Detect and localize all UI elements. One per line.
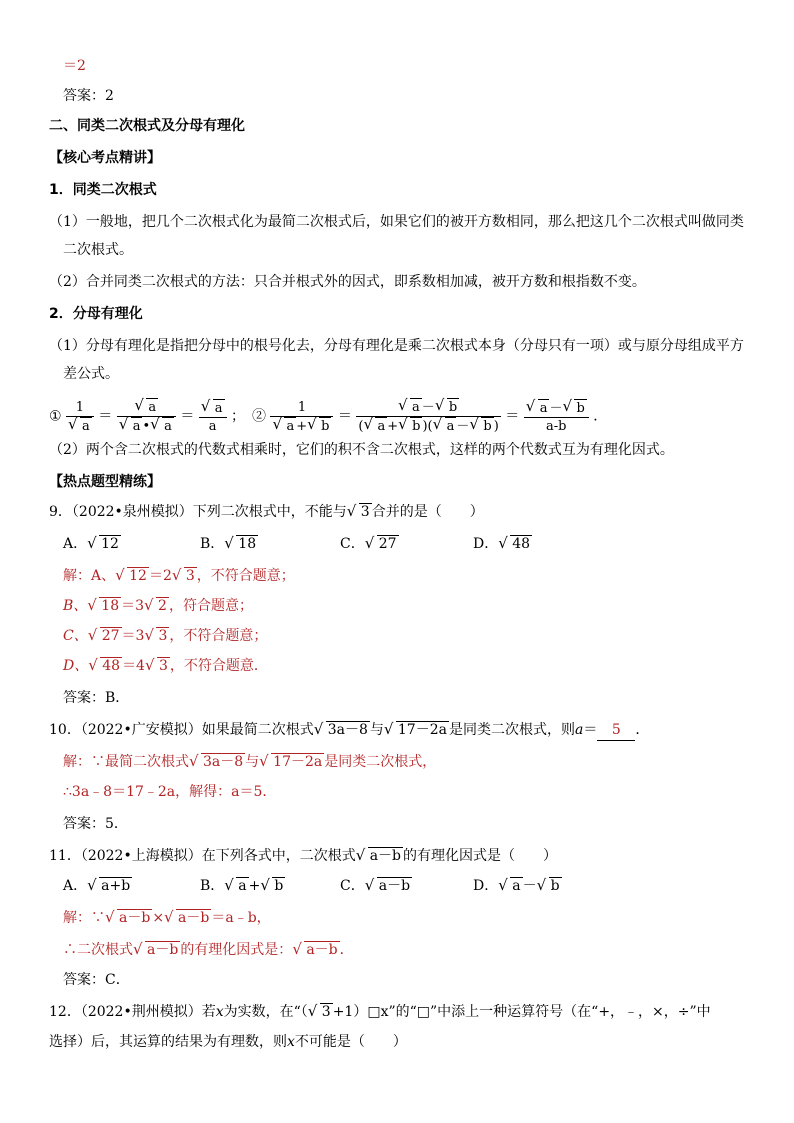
q9-answer: 答案：B．	[63, 690, 130, 706]
heading-rationalize: 2．分母有理化	[49, 306, 143, 322]
q9-stem: 9．（2022•泉州模拟）下列二次根式中，不能与√ 3 合并的是（ ）	[49, 502, 484, 522]
q9-option-c[interactable]: C．√ 27	[340, 534, 399, 554]
q11-option-d[interactable]: D．√ a －√ b	[473, 876, 562, 896]
q9-solution-c: C、√ 27 ＝3√ 3 ，不符合题意；	[63, 626, 267, 646]
q9-option-a[interactable]: A．√ 12	[63, 534, 121, 554]
rationalize-formula: ① 1 √ a ＝ √ a √ a •√ a ＝ √ $\frac{a}{a}$ ； ② 1 √ a +√ b ＝ √ $\frac{a -√ b}{(√ a +√ b )(√ a -√ b )}$ ＝ √ $\frac{a -√ b}{a-b}$ ．	[49, 398, 607, 435]
q9-solution-a: 解：A、√ 12 ＝2√ 3 ，不符合题意；	[63, 566, 295, 586]
q10-stem: 10．（2022•广安模拟）如果最简二次根式√ 3a－8 与√ 17－2a 是同类二次根式，则a＝ 5 ．	[49, 720, 649, 741]
q9-option-d[interactable]: D．√ 48	[473, 534, 532, 554]
q11-answer: 答案：C．	[63, 972, 130, 988]
q10-solution-2: ∴3a﹣8＝17﹣2a，解得：a＝5．	[63, 784, 277, 800]
q9-solution-b: B、√ 18 ＝3√ 2 ，符合题意；	[63, 596, 253, 616]
q11-solution-2: ∴二次根式√ a－b 的有理化因式是：√ a－b ．	[63, 940, 354, 960]
q11-solution-1: 解：∵√ a－b ×√ a－b ＝a﹣b，	[63, 908, 271, 928]
q11-option-a[interactable]: A．√ a+b	[63, 876, 132, 896]
prev-answer: 答案：2	[63, 88, 114, 104]
paragraph-1b: 二次根式。	[63, 242, 133, 258]
q12-stem-line2: 选择）后，其运算的结果为有理数，则x不可能是（ ）	[49, 1034, 407, 1050]
core-heading: 【核心考点精讲】	[49, 150, 161, 166]
q11-option-c[interactable]: C．√ a－b	[340, 876, 412, 896]
heading-like-radicals: 1．同类二次根式	[49, 182, 157, 198]
paragraph-4: （2）两个含二次根式的代数式相乘时，它们的积不含二次根式，这样的两个代数式互为有理化因式。	[49, 442, 674, 458]
paragraph-1a: （1）一般地，把几个二次根式化为最简二次根式后，如果它们的被开方数相同，那么把这几个二次根式叫做同类	[49, 214, 744, 230]
paragraph-3b: 差公式。	[63, 366, 119, 382]
section-title: 二、同类二次根式及分母有理化	[49, 118, 245, 134]
q9-solution-d: D、√ 48 ＝4√ 3 ，不符合题意．	[63, 656, 268, 676]
q10-answer: 答案：5．	[63, 816, 128, 832]
paragraph-2: （2）合并同类二次根式的方法：只合并根式外的因式，即系数相加减，被开方数和根指数不变。	[49, 274, 646, 290]
hot-heading: 【热点题型精练】	[49, 474, 161, 490]
paragraph-3a: （1）分母有理化是指把分母中的根号化去，分母有理化是乘二次根式本身（分母只有一项）或与原分母组成平方	[49, 338, 744, 354]
q10-solution-1: 解：∵最简二次根式√ 3a－8 与√ 17－2a 是同类二次根式，	[63, 752, 436, 772]
q11-stem: 11．（2022•上海模拟）在下列各式中，二次根式√ a－b 的有理化因式是（ ）	[49, 846, 557, 866]
q11-option-b[interactable]: B．√ a +√ b	[200, 876, 285, 896]
q9-option-b[interactable]: B．√ 18	[200, 534, 258, 554]
q12-stem-line1: 12．（2022•荆州模拟）若x为实数，在“（√ 3 +1）□x”的“□”中添上一种运算符号（在“+，﹣，×，÷”中	[49, 1002, 711, 1022]
prev-equation: ＝2	[63, 58, 86, 74]
